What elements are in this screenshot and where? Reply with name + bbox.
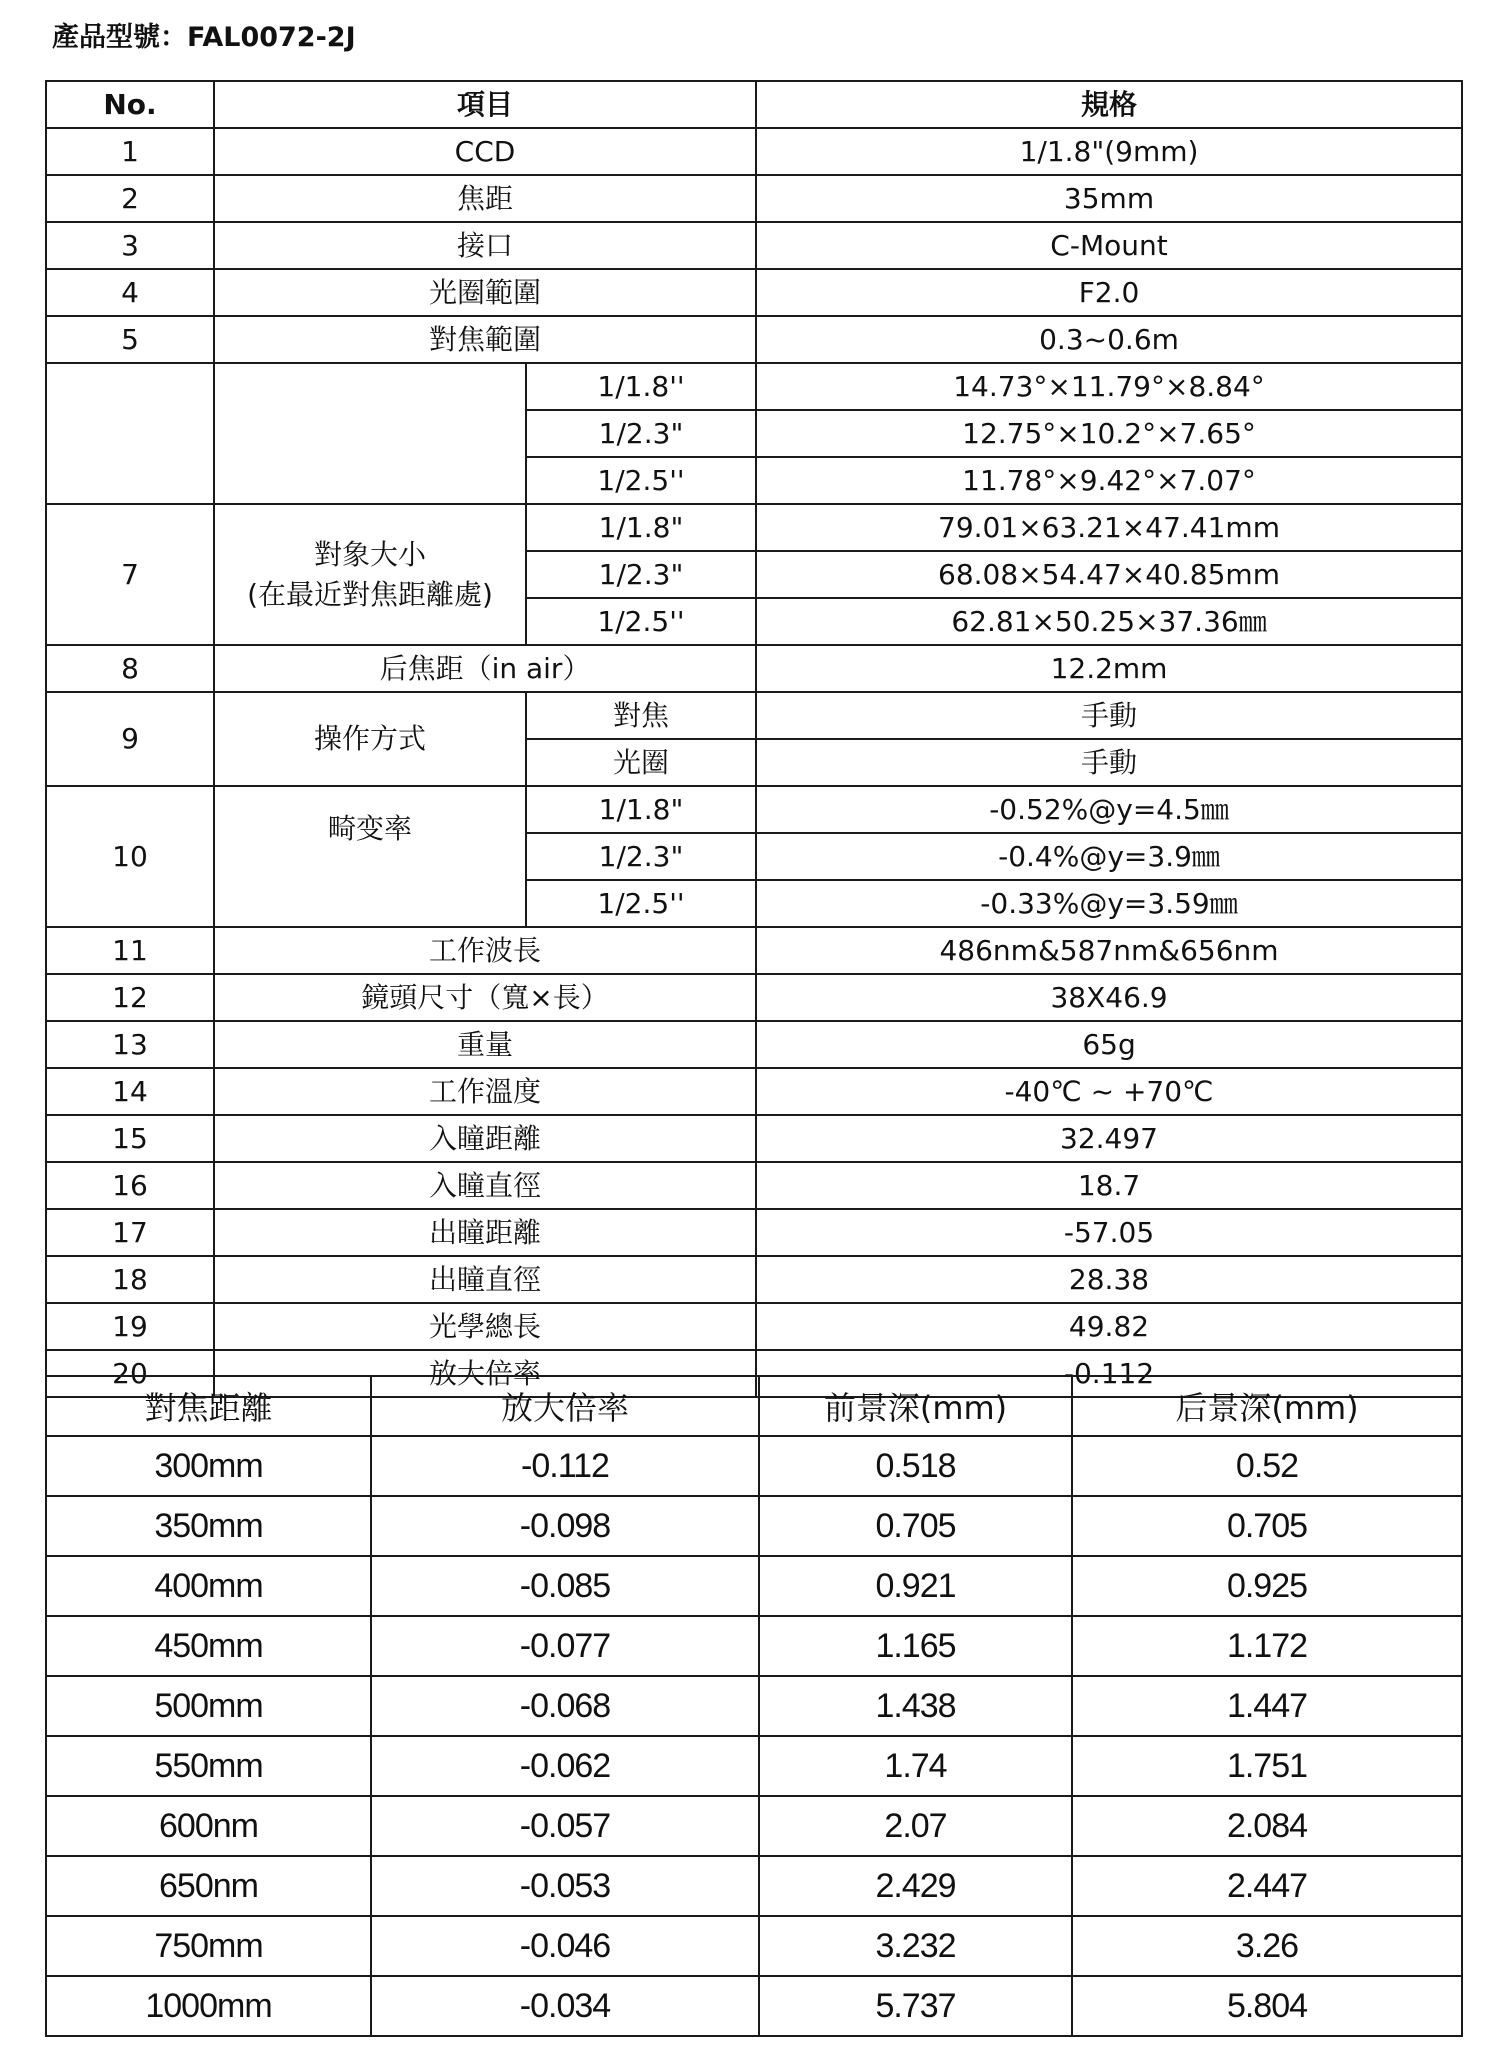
spec-header-row [46, 81, 1462, 128]
front-depth-of-field: 0.921 [759, 1556, 1072, 1616]
row-value: 1/1.8"(9mm) [756, 128, 1462, 175]
row-number: 19 [46, 1303, 214, 1350]
spec-row [46, 1209, 1462, 1256]
spec-row [46, 974, 1462, 1021]
back-depth-of-field: 0.705 [1072, 1496, 1462, 1556]
sensor-size: 1/2.5'' [526, 880, 756, 927]
row-number: 1 [46, 128, 214, 175]
row-item: 出瞳直徑 [214, 1256, 756, 1303]
front-depth-of-field: 2.429 [759, 1856, 1072, 1916]
row-value: 32.497 [756, 1115, 1462, 1162]
object-size-value: 62.81×50.25×37.36㎜ [756, 598, 1462, 645]
page-title: 產品型號：FAL0072-2J [52, 22, 356, 53]
dof-row [46, 1916, 1462, 1976]
spec-row [46, 1021, 1462, 1068]
row-number: 7 [46, 504, 214, 645]
row-value: 49.82 [756, 1303, 1462, 1350]
focus-distance: 750mm [46, 1916, 371, 1976]
focus-distance: 600nm [46, 1796, 371, 1856]
front-depth-of-field: 5.737 [759, 1976, 1072, 2036]
operation-sub: 對焦 [526, 692, 756, 739]
distortion-value: -0.33%@y=3.59㎜ [756, 880, 1462, 927]
back-depth-of-field: 1.447 [1072, 1676, 1462, 1736]
header-back-dof: 后景深(mm) [1072, 1376, 1462, 1436]
row-item: 對焦範圍 [214, 316, 756, 363]
spec-row [46, 1303, 1462, 1350]
dof-row [46, 1616, 1462, 1676]
sensor-size: 1/2.3" [526, 551, 756, 598]
object-size-value: 68.08×54.47×40.85mm [756, 551, 1462, 598]
spec-row [46, 1115, 1462, 1162]
row-value: C-Mount [756, 222, 1462, 269]
row-number: 5 [46, 316, 214, 363]
row-item: 接口 [214, 222, 756, 269]
magnification: -0.085 [371, 1556, 759, 1616]
row-value: -0.112 [756, 1350, 1462, 1397]
row-value: -40℃ ~ +70℃ [756, 1068, 1462, 1115]
header-no: No. [46, 81, 214, 128]
back-depth-of-field: 2.447 [1072, 1856, 1462, 1916]
row-number: 8 [46, 645, 214, 692]
depth-of-field-table [45, 1375, 1463, 2037]
focus-distance: 450mm [46, 1616, 371, 1676]
dof-row [46, 1676, 1462, 1736]
row-number: 11 [46, 927, 214, 974]
sensor-size: 1/1.8" [526, 786, 756, 833]
dof-row [46, 1436, 1462, 1496]
sensor-size: 1/1.8'' [526, 363, 756, 410]
dof-row [46, 1856, 1462, 1916]
magnification: -0.062 [371, 1736, 759, 1796]
row-value: 28.38 [756, 1256, 1462, 1303]
distortion-label: 畸变率 [214, 786, 526, 927]
row-value: 18.7 [756, 1162, 1462, 1209]
row-item: 入瞳直徑 [214, 1162, 756, 1209]
focus-distance: 300mm [46, 1436, 371, 1496]
fov-label-cell [214, 363, 526, 504]
sensor-size: 1/1.8" [526, 504, 756, 551]
object-size-value: 79.01×63.21×47.41mm [756, 504, 1462, 551]
row-number: 10 [46, 786, 214, 927]
focus-distance: 1000mm [46, 1976, 371, 2036]
object-size-label-line1: 對象大小 [313, 537, 426, 571]
dof-row [46, 1556, 1462, 1616]
spec-row [46, 645, 1462, 692]
operation-value: 手動 [756, 739, 1462, 786]
magnification: -0.046 [371, 1916, 759, 1976]
row-item: 放大倍率 [214, 1350, 756, 1397]
back-depth-of-field: 1.751 [1072, 1736, 1462, 1796]
back-depth-of-field: 2.084 [1072, 1796, 1462, 1856]
distortion-value: -0.52%@y=4.5㎜ [756, 786, 1462, 833]
row-number: 9 [46, 692, 214, 786]
row-item: 后焦距（in air） [214, 645, 756, 692]
magnification: -0.068 [371, 1676, 759, 1736]
magnification: -0.077 [371, 1616, 759, 1676]
back-depth-of-field: 1.172 [1072, 1616, 1462, 1676]
row-item: 工作波長 [214, 927, 756, 974]
fov-value: 11.78°×9.42°×7.07° [756, 457, 1462, 504]
front-depth-of-field: 0.518 [759, 1436, 1072, 1496]
dof-row [46, 1796, 1462, 1856]
row-number: 15 [46, 1115, 214, 1162]
object-size-label-line2: (在最近對焦距離處) [247, 577, 493, 611]
spec-table [45, 80, 1463, 1398]
dof-row [46, 1976, 1462, 2036]
row-value: 38X46.9 [756, 974, 1462, 1021]
operation-value: 手動 [756, 692, 1462, 739]
row-item: 入瞳距離 [214, 1115, 756, 1162]
front-depth-of-field: 0.705 [759, 1496, 1072, 1556]
sensor-size: 1/2.3" [526, 833, 756, 880]
spec-row [46, 316, 1462, 363]
row-value: 0.3~0.6m [756, 316, 1462, 363]
magnification: -0.112 [371, 1436, 759, 1496]
spec-row [46, 1162, 1462, 1209]
spec-row [46, 269, 1462, 316]
dof-header-row [46, 1376, 1462, 1436]
spec-row [46, 1068, 1462, 1115]
back-depth-of-field: 0.925 [1072, 1556, 1462, 1616]
header-focus-distance: 對焦距離 [46, 1376, 371, 1436]
row-number: 20 [46, 1350, 214, 1397]
header-magnification: 放大倍率 [371, 1376, 759, 1436]
fov-value: 12.75°×10.2°×7.65° [756, 410, 1462, 457]
row-value: 12.2mm [756, 645, 1462, 692]
spec-row [46, 128, 1462, 175]
row-number: 17 [46, 1209, 214, 1256]
row-number: 12 [46, 974, 214, 1021]
row-number: 18 [46, 1256, 214, 1303]
distortion-value: -0.4%@y=3.9㎜ [756, 833, 1462, 880]
back-depth-of-field: 5.804 [1072, 1976, 1462, 2036]
front-depth-of-field: 2.07 [759, 1796, 1072, 1856]
distortion-row [46, 786, 1462, 833]
sensor-size: 1/2.5'' [526, 598, 756, 645]
magnification: -0.053 [371, 1856, 759, 1916]
spec-row [46, 927, 1462, 974]
focus-distance: 500mm [46, 1676, 371, 1736]
back-depth-of-field: 0.52 [1072, 1436, 1462, 1496]
row-item: 工作溫度 [214, 1068, 756, 1115]
spec-row [46, 175, 1462, 222]
front-depth-of-field: 1.438 [759, 1676, 1072, 1736]
row-value: 35mm [756, 175, 1462, 222]
spec-row [46, 222, 1462, 269]
back-depth-of-field: 3.26 [1072, 1916, 1462, 1976]
row-number: 16 [46, 1162, 214, 1209]
operation-sub: 光圈 [526, 739, 756, 786]
spec-row [46, 1256, 1462, 1303]
row-item: 焦距 [214, 175, 756, 222]
sensor-size: 1/2.3" [526, 410, 756, 457]
header-front-dof: 前景深(mm) [759, 1376, 1072, 1436]
operation-row [46, 692, 1462, 739]
focus-distance: 650nm [46, 1856, 371, 1916]
row-number: 4 [46, 269, 214, 316]
sensor-size: 1/2.5'' [526, 457, 756, 504]
row-number: 14 [46, 1068, 214, 1115]
row-number: 13 [46, 1021, 214, 1068]
magnification: -0.057 [371, 1796, 759, 1856]
row-number: 2 [46, 175, 214, 222]
row-value: F2.0 [756, 269, 1462, 316]
row-item: 光圈範圍 [214, 269, 756, 316]
row-number: 3 [46, 222, 214, 269]
header-spec: 規格 [756, 81, 1462, 128]
dof-row [46, 1496, 1462, 1556]
fov-number-cell [46, 363, 214, 504]
dof-row [46, 1736, 1462, 1796]
row-value: 65g [756, 1021, 1462, 1068]
header-item: 項目 [214, 81, 756, 128]
fov-row [46, 363, 1462, 410]
magnification: -0.098 [371, 1496, 759, 1556]
front-depth-of-field: 1.74 [759, 1736, 1072, 1796]
focus-distance: 400mm [46, 1556, 371, 1616]
row-item: 光學總長 [214, 1303, 756, 1350]
focus-distance: 550mm [46, 1736, 371, 1796]
row-value: 486nm&587nm&656nm [756, 927, 1462, 974]
row-item: CCD [214, 128, 756, 175]
row-item: 出瞳距離 [214, 1209, 756, 1256]
operation-label: 操作方式 [214, 692, 526, 786]
magnification: -0.034 [371, 1976, 759, 2036]
front-depth-of-field: 1.165 [759, 1616, 1072, 1676]
row-value: -57.05 [756, 1209, 1462, 1256]
object-size-row [46, 504, 1462, 551]
row-item: 重量 [214, 1021, 756, 1068]
row-item: 鏡頭尺寸（寬×長） [214, 974, 756, 1021]
object-size-label [214, 504, 526, 645]
focus-distance: 350mm [46, 1496, 371, 1556]
fov-value: 14.73°×11.79°×8.84° [756, 363, 1462, 410]
front-depth-of-field: 3.232 [759, 1916, 1072, 1976]
